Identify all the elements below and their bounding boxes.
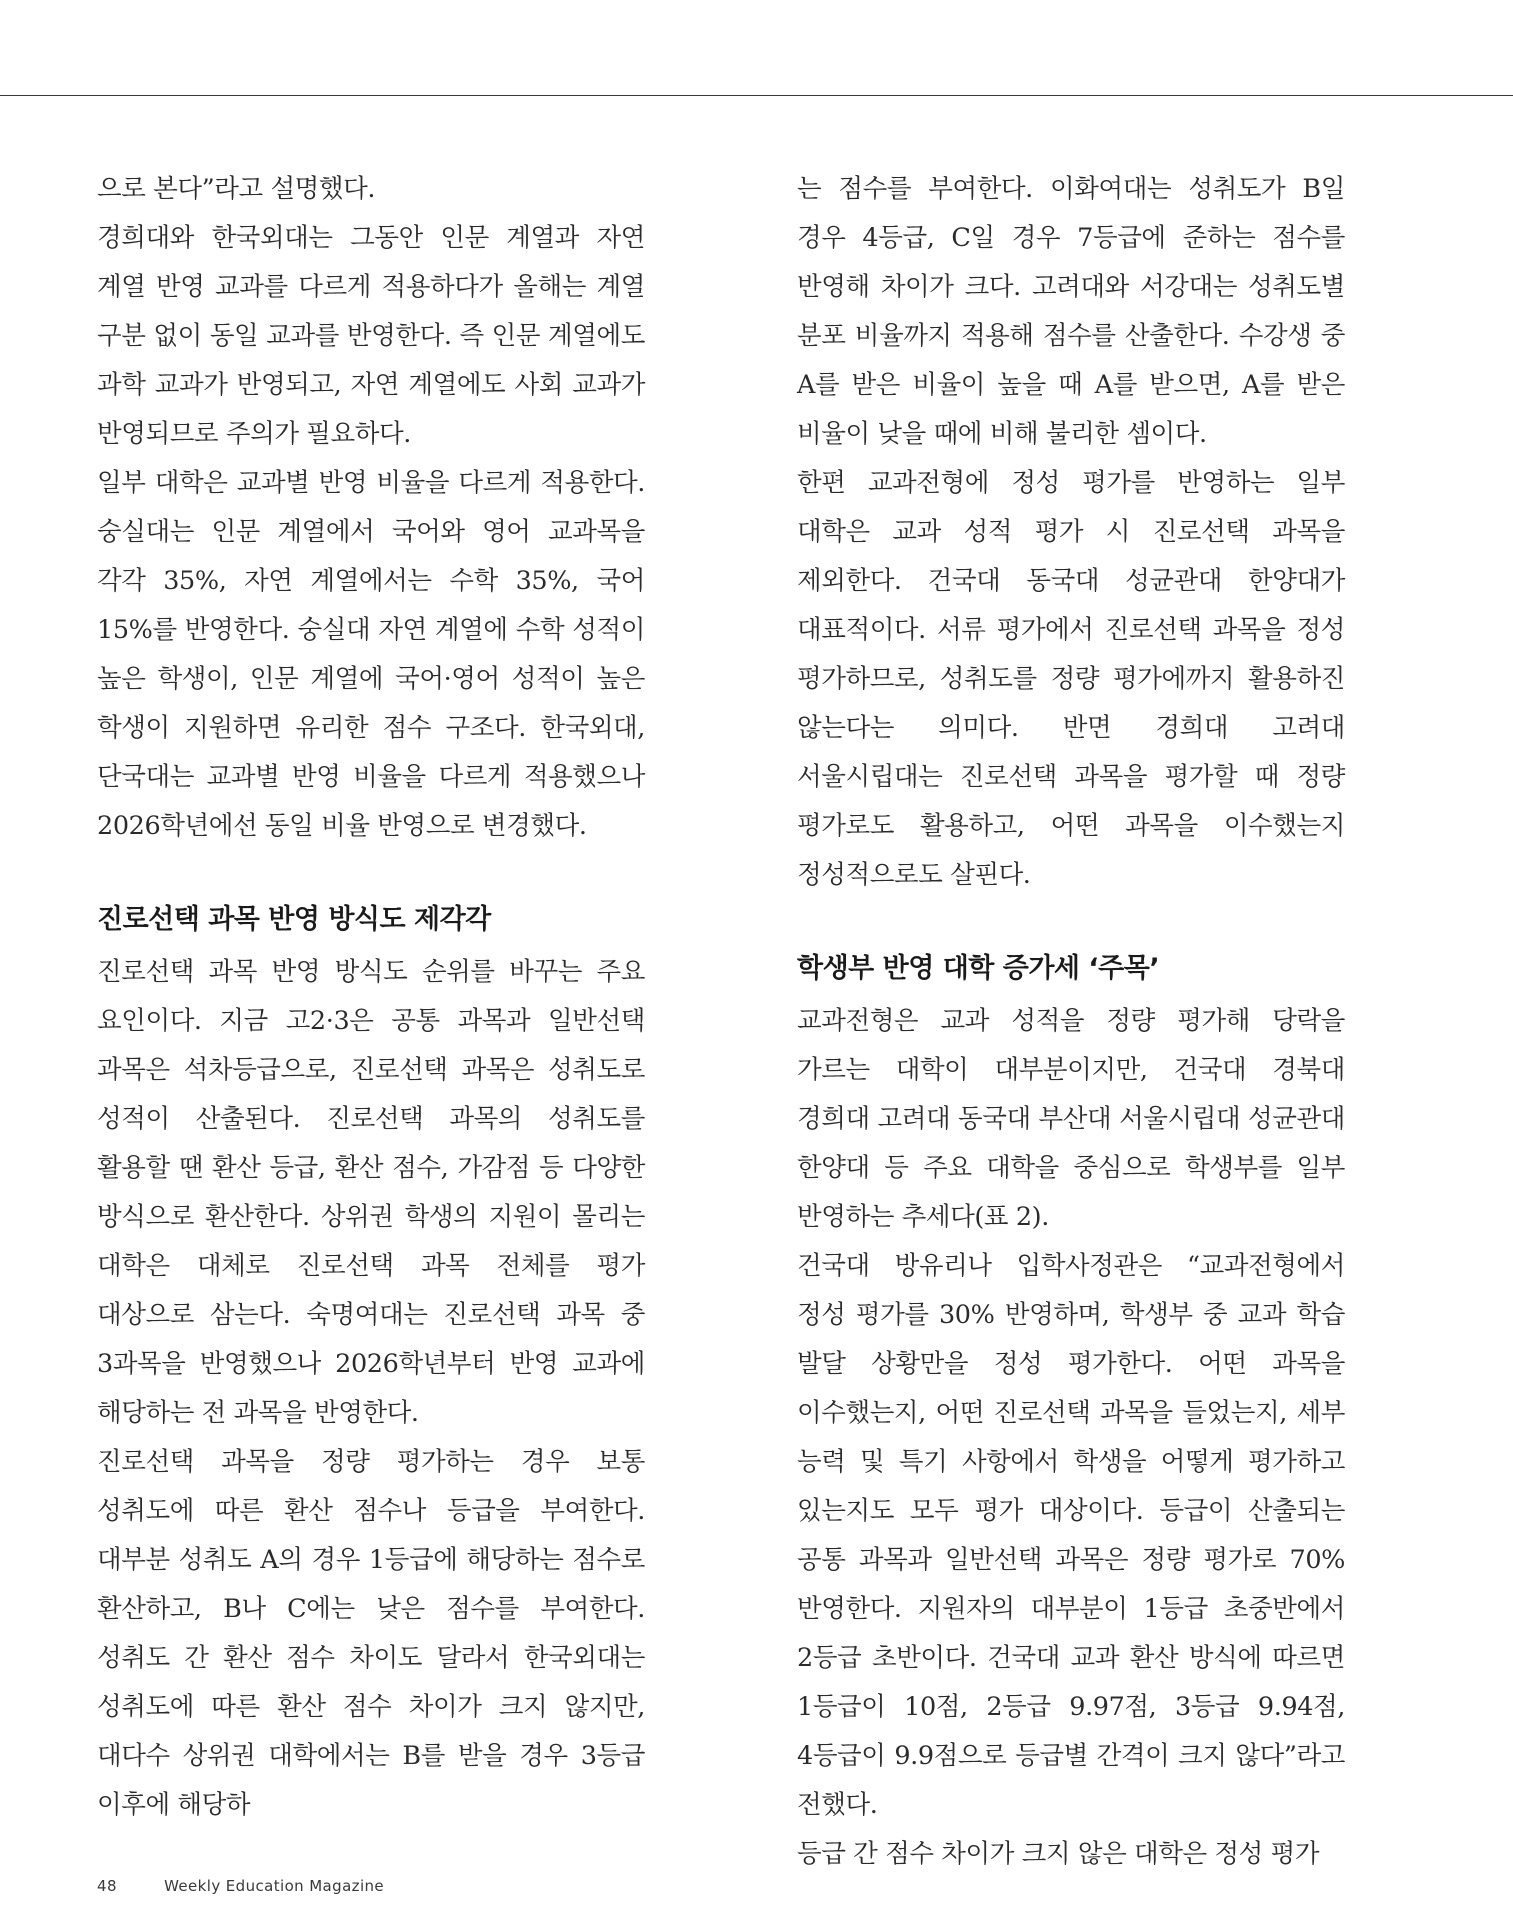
body-paragraph: 는 점수를 부여한다. 이화여대는 성취도가 B일 경우 4등급, C일 경우 7등급에 준하는 점수를 반영해 차이가 크다. 고려대와 서강대는 성취도별 분포 비율까지 적용해 점수를 산출한다. 수강생 중 A를 받은 비율이 높을 때 A를 받으면, A를 받은 비율이 낮을 때에 비해 불리한 셈이다. <box>797 174 1345 449</box>
header-divider <box>0 95 1513 96</box>
page-footer <box>97 1877 384 1895</box>
section-heading: 학생부 반영 대학 증가세 ‘주목’ <box>797 953 1160 984</box>
magazine-name: Weekly Education Magazine <box>164 1877 385 1895</box>
body-paragraph: 건국대 방유리나 입학사정관은 “교과전형에서 정성 평가를 30% 반영하며, 학생부 중 교과 학습 발달 상황만을 정성 평가한다. 어떤 과목을 이수했는지, 어떤 진로선택 과목을 들었는지, 세부 능력 및 특기 사항에서 학생을 어떻게 평가하고 있는지도 모두 평가 대상이다. 등급이 산출되는 공통 과목과 일반선택 과목은 정량 평가로 70% 반영한다. 지원자의 대부분이 1등급 초중반에서 2등급 초반이다. 건국대 교과 환산 방식에 따르면 1등급이 10점, 2등급 9.97점, 3등급 9.94점, 4등급이 9.9점으로 등급별 간격이 크지 않다”라고 전했다. <box>797 1251 1345 1820</box>
body-paragraph: 한편 교과전형에 정성 평가를 반영하는 일부 대학은 교과 성적 평가 시 진로선택 과목을 제외한다. 건국대 동국대 성균관대 한양대가 대표적이다. 서류 평가에서 진로선택 과목을 정성 평가하므로, 성취도를 정량 평가에까지 활용하진 않는다는 의미다. 반면 경희대 고려대 서울시립대는 진로선택 과목을 평가할 때 정량 평가로도 활용하고, 어떤 과목을 이수했는지 정성적으로도 살핀다. <box>797 468 1345 890</box>
body-paragraph: 교과전형은 교과 성적을 정량 평가해 당락을 가르는 대학이 대부분이지만, 건국대 경북대 경희대 고려대 동국대 부산대 서울시립대 성균관대 한양대 등 주요 대학을 중심으로 학생부를 일부 반영하는 추세다(표 2). <box>797 1006 1345 1232</box>
body-paragraph: 진로선택 과목 반영 방식도 순위를 바꾸는 주요 요인이다. 지금 고2·3은 공통 과목과 일반선택 과목은 석차등급으로, 진로선택 과목은 성취도로 성적이 산출된다. 진로선택 과목의 성취도를 활용할 땐 환산 등급, 환산 점수, 가감점 등 다양한 방식으로 환산한다. 상위권 학생의 지원이 몰리는 대학은 대체로 진로선택 과목 전체를 평가 대상으로 삼는다. 숙명여대는 진로선택 과목 중 3과목을 반영했으나 2026학년부터 반영 교과에 해당하는 전 과목을 반영한다. <box>97 957 645 1428</box>
body-paragraph: 경희대와 한국외대는 그동안 인문 계열과 자연 계열 반영 교과를 다르게 적용하다가 올해는 계열 구분 없이 동일 교과를 반영한다. 즉 인문 계열에도 과학 교과가 반영되고, 자연 계열에도 사회 교과가 반영되므로 주의가 필요하다. <box>97 223 645 449</box>
left-column <box>97 165 645 1830</box>
right-column <box>797 165 1345 1879</box>
body-paragraph: 일부 대학은 교과별 반영 비율을 다르게 적용한다. 숭실대는 인문 계열에서 국어와 영어 교과목을 각각 35%, 자연 계열에서는 수학 35%, 국어 15%를 반영한다. 숭실대 자연 계열에 수학 성적이 높은 학생이, 인문 계열에 국어·영어 성적이 높은 학생이 지원하면 유리한 점수 구조다. 한국외대, 단국대는 교과별 반영 비율을 다르게 적용했으나 2026학년에선 동일 비율 반영으로 변경했다. <box>97 468 645 841</box>
body-paragraph: 등급 간 점수 차이가 크지 않은 대학은 정성 평가 <box>797 1839 1320 1869</box>
page-number: 48 <box>97 1877 117 1895</box>
body-paragraph: 으로 본다”라고 설명했다. <box>97 174 376 204</box>
body-paragraph: 진로선택 과목을 정량 평가하는 경우 보통 성취도에 따른 환산 점수나 등급을 부여한다. 대부분 성취도 A의 경우 1등급에 해당하는 점수로 환산하고, B나 C에는 낮은 점수를 부여한다. 성취도 간 환산 점수 차이도 달라서 한국외대는 성취도에 따른 환산 점수 차이가 크지 않지만, 대다수 상위권 대학에서는 B를 받을 경우 3등급 이후에 해당하 <box>97 1447 645 1820</box>
section-heading: 진로선택 과목 반영 방식도 제각각 <box>97 904 491 935</box>
